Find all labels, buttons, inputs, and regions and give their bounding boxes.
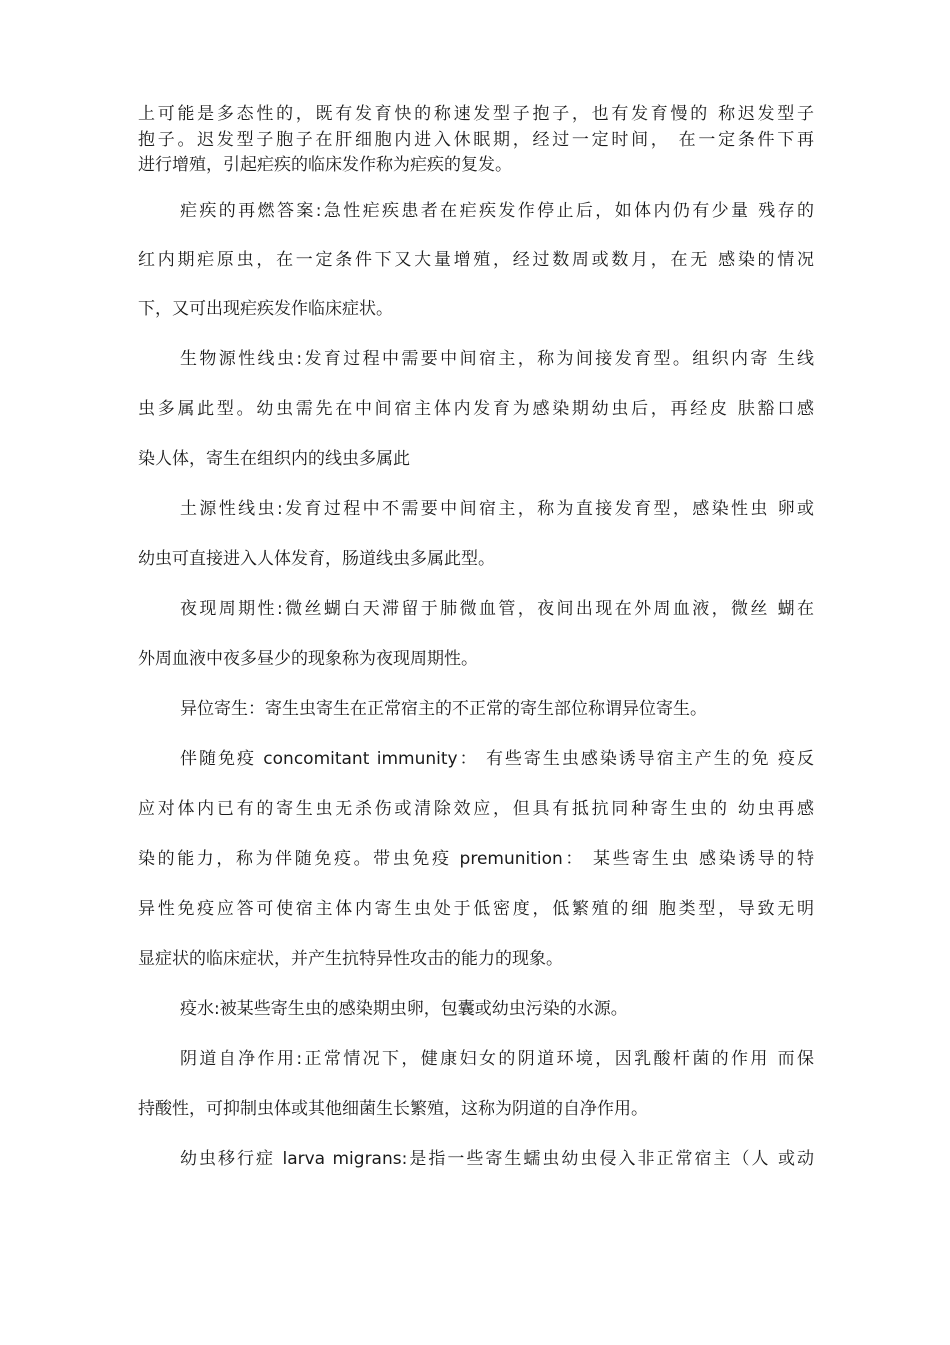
text-line: 上可能是多态性的，既有发育快的称速发型子抱子，也有发育慢的 称迟发型子	[138, 104, 814, 124]
text-line: 应对体内已有的寄生虫无杀伤或清除效应，但具有抵抗同种寄生虫的 幼虫再感	[138, 799, 814, 819]
text-line: 生物源性线虫:发育过程中需要中间宿主，称为间接发育型。组织内寄 生线	[180, 349, 814, 369]
text-line: 红内期疟原虫，在一定条件下又大量增殖，经过数周或数月，在无 感染的情况	[138, 250, 814, 270]
text-line: 染的能力，称为伴随免疫。带虫免疫 premunition： 某些寄生虫 感染诱导的特	[138, 849, 814, 869]
text-line: 阴道自净作用:正常情况下，健康妇女的阴道环境，因乳酸杆菌的作用 而保	[180, 1049, 814, 1069]
text-line: 显症状的临床症状，并产生抗特异性攻击的能力的现象。	[138, 949, 563, 969]
text-line: 下，又可出现疟疾发作临床症状。	[138, 299, 393, 319]
text-line: 进行增殖，引起疟疾的临床发作称为疟疾的复发。	[138, 155, 512, 175]
text-line: 伴随免疫 concomitant immunity： 有些寄生虫感染诱导宿主产生的免 疫反	[180, 749, 814, 769]
text-line: 持酸性，可抑制虫体或其他细菌生长繁殖，这称为阴道的自净作用。	[138, 1099, 648, 1119]
text-line: 幼虫可直接进入人体发育，肠道线虫多属此型。	[138, 549, 495, 569]
text-line: 虫多属此型。幼虫需先在中间宿主体内发育为感染期幼虫后，再经皮 肤豁口感	[138, 399, 814, 419]
text-line: 外周血液中夜多昼少的现象称为夜现周期性。	[138, 649, 478, 669]
text-line: 幼虫移行症 larva migrans:是指一些寄生蠕虫幼虫侵入非正常宿主（人 或动	[180, 1149, 814, 1169]
text-line: 土源性线虫:发育过程中不需要中间宿主，称为直接发育型，感染性虫 卵或	[180, 499, 814, 519]
text-line: 异位寄生：寄生虫寄生在正常宿主的不正常的寄生部位称谓异位寄生。	[180, 699, 707, 719]
text-line: 夜现周期性:微丝蝴白天滞留于肺微血管，夜间出现在外周血液，微丝 蝴在	[180, 599, 814, 619]
text-line: 疟疾的再燃答案:急性疟疾患者在疟疾发作停止后，如体内仍有少量 残存的	[180, 201, 814, 221]
text-line: 疫水:被某些寄生虫的感染期虫卵，包囊或幼虫污染的水源。	[180, 999, 628, 1019]
text-line: 染人体，寄生在组织内的线虫多属此	[138, 449, 410, 469]
text-line: 抱子。迟发型子胞子在肝细胞内进入休眠期，经过一定时间， 在一定条件下再	[138, 130, 814, 150]
text-line: 异性免疫应答可使宿主体内寄生虫处于低密度，低繁殖的细 胞类型，导致无明	[138, 899, 814, 919]
